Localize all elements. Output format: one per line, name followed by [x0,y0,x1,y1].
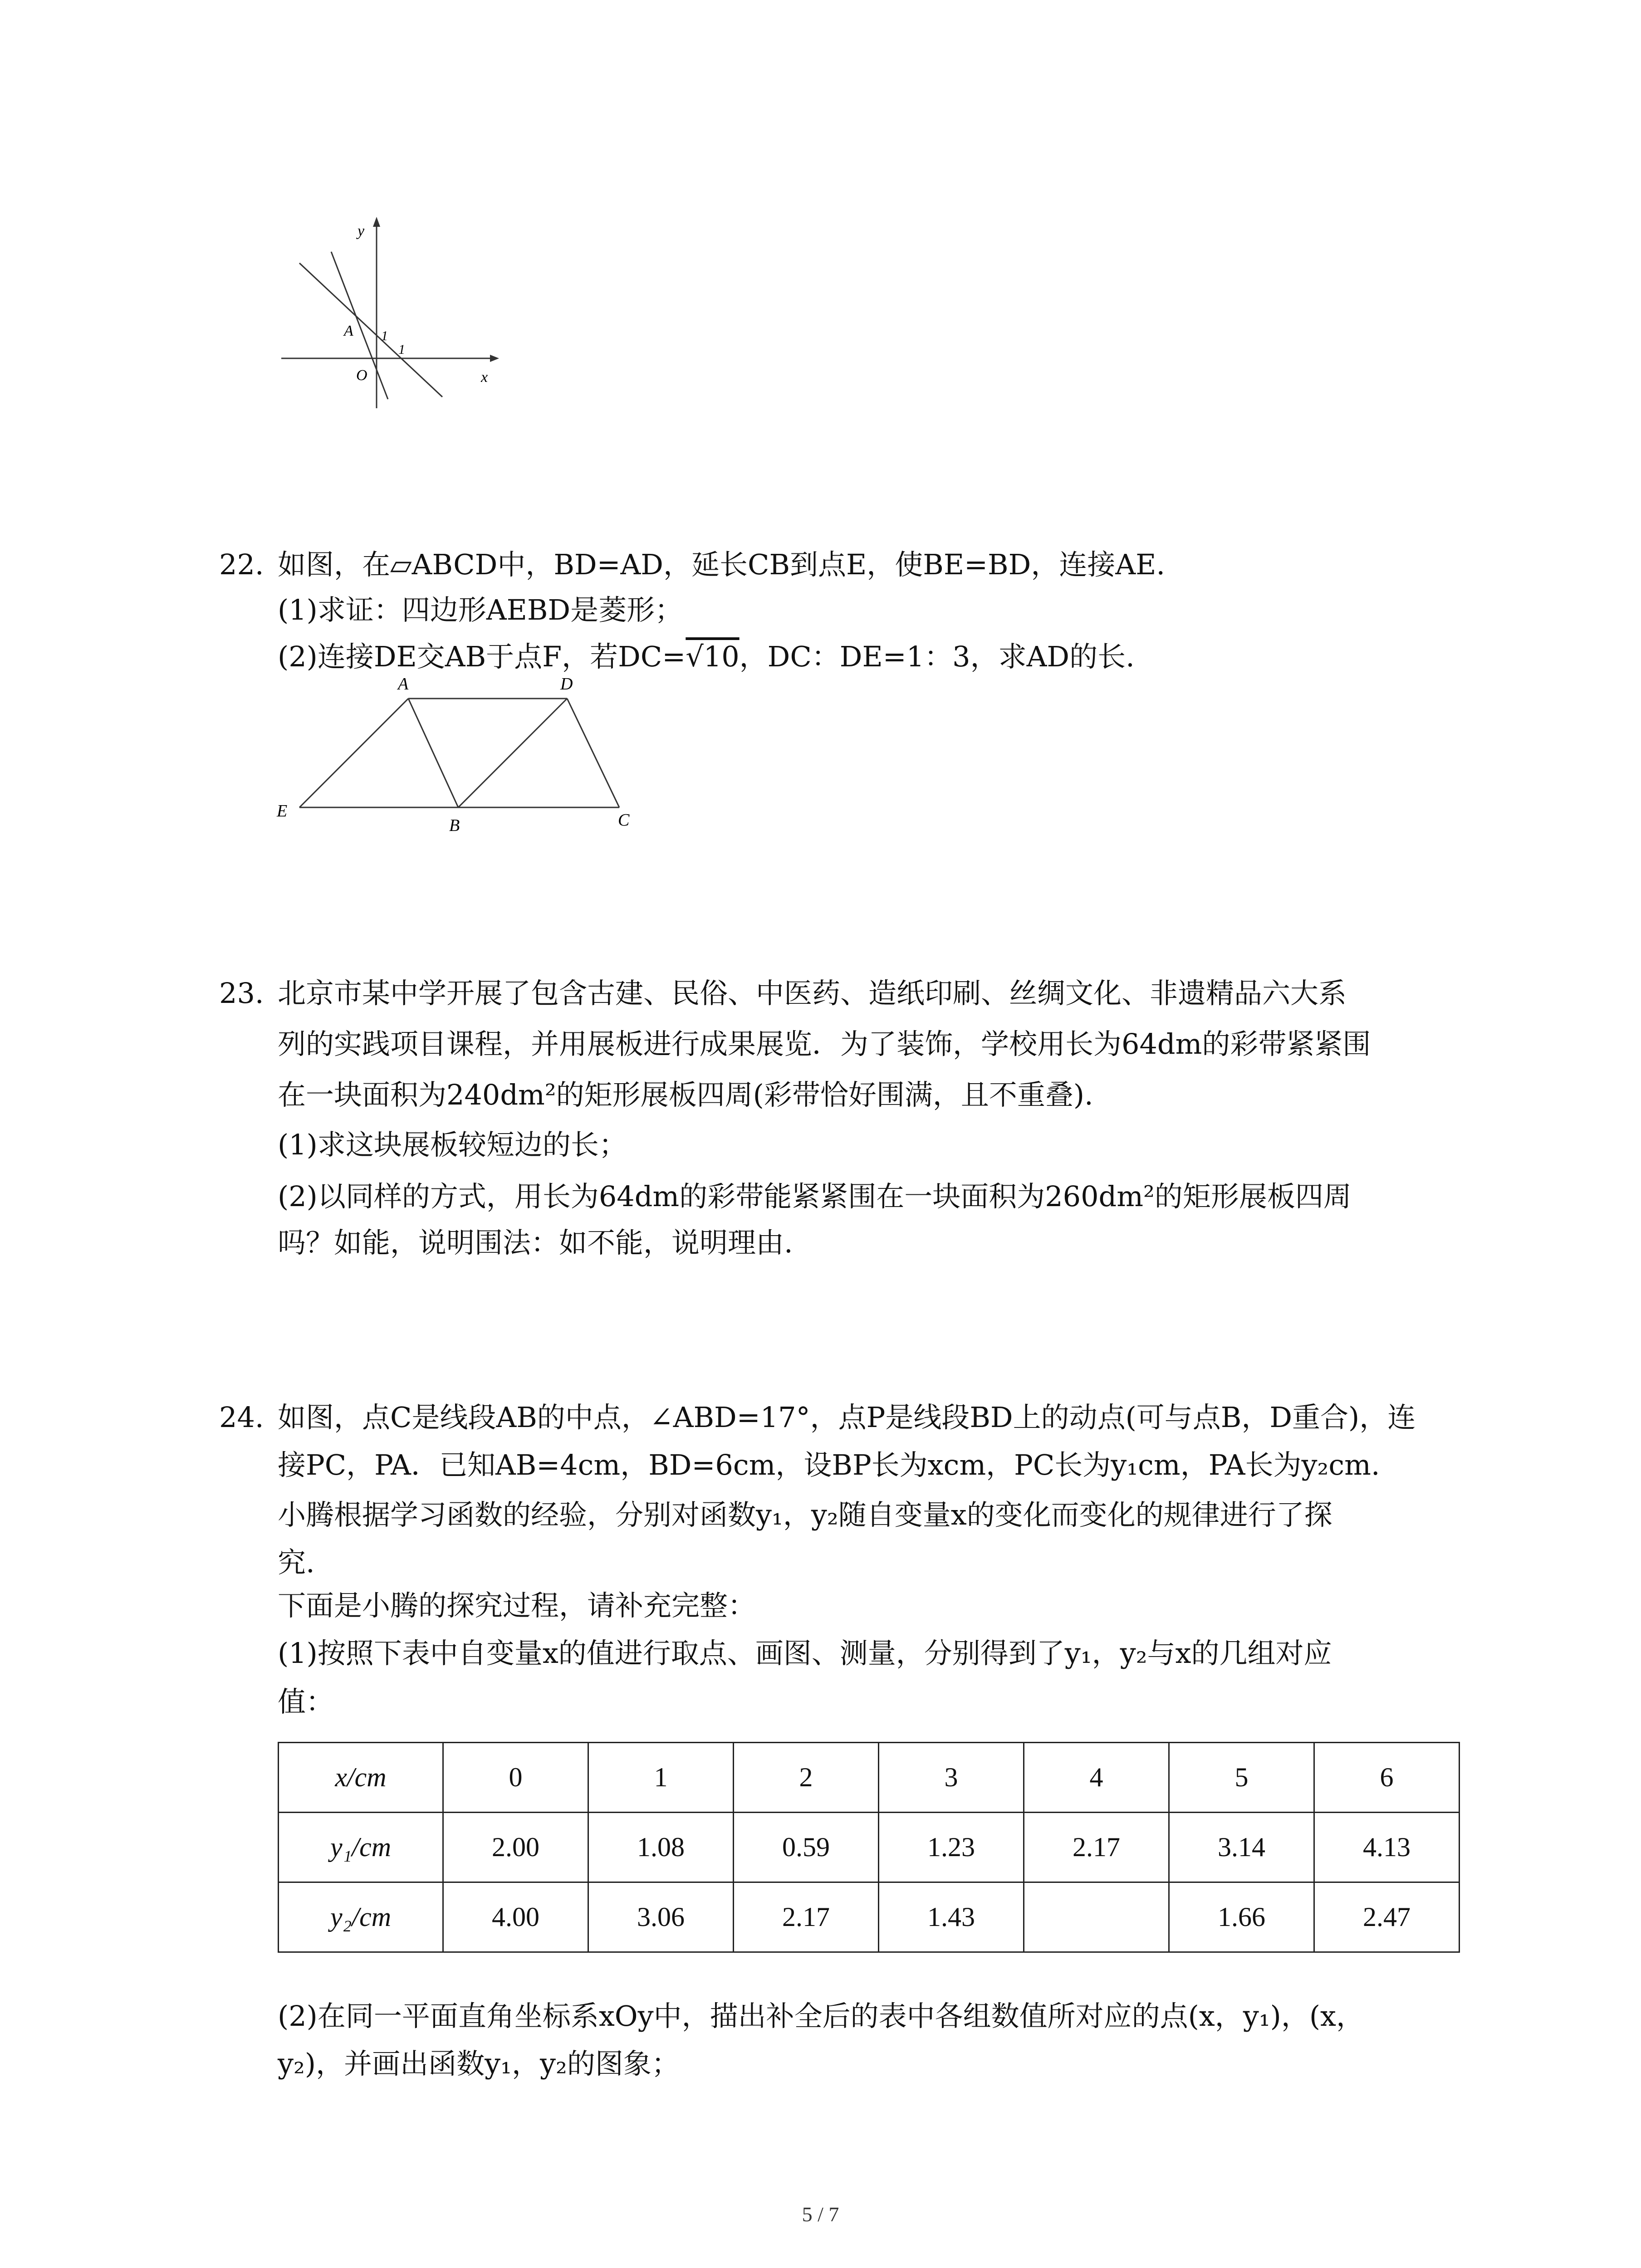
question-24-line-4: 究. [278,1546,315,1579]
table-cell: 1.66 [1169,1882,1314,1952]
question-23-line-3: 在一块面积为240dm²的矩形展板四周(彩带恰好围满，且不重叠). [278,1078,1093,1111]
table-cell: 2.17 [1024,1813,1169,1882]
table-cell: 3.14 [1169,1813,1314,1882]
table-cell: 0.59 [734,1813,879,1882]
question-23-part-2: (2)以同样的方式，用长为64dm的彩带能紧紧围在一块面积为260dm²的矩形展板四周 [278,1180,1352,1213]
table-cell: 3 [879,1743,1024,1813]
table-cell: 4.13 [1314,1813,1460,1882]
question-24-number: 24. [219,1401,264,1434]
question-24-part-2: (2)在同一平面直角坐标系xOy中，描出补全后的表中各组数值所对应的点(x，y₁)，(x， [278,1999,1365,2033]
table-cell: 2.47 [1314,1882,1460,1952]
question-23-part-1: (1)求这块展板较短边的长； [278,1128,627,1161]
table-cell: 2 [734,1743,879,1813]
question-24-line-2: 接PC，PA．已知AB=4cm，BD=6cm，设BP长为xcm，PC长为y₁cm，PA长为y₂cm. [278,1448,1380,1481]
parallelogram-figure [268,676,653,839]
question-24-part-1-cont: 值： [278,1685,334,1718]
question-22-part-2-a: (2)连接DE交AB于点F，若DC= [278,640,686,673]
table-header-x: x/cm [279,1743,443,1813]
label-d: D [560,676,573,694]
table-cell: 1.23 [879,1813,1024,1882]
question-24-part-2-cont: y₂)，并画出函数y₁，y₂的图象； [278,2047,680,2080]
table-cell: 2.17 [734,1882,879,1952]
table-cell: 4 [1024,1743,1169,1813]
table-cell: 3.06 [588,1882,734,1952]
table-cell: 1 [588,1743,734,1813]
table-header-y2: y₂/cm [279,1882,443,1952]
label-c: C [618,811,630,830]
table-cell: 6 [1314,1743,1460,1813]
question-23-part-2-cont: 吗？如能，说明围法：如不能，说明理由. [278,1226,793,1259]
question-24-line-5: 下面是小腾的探究过程，请补充完整： [278,1589,756,1622]
table-row-y1 [279,1813,1460,1882]
label-b: B [449,816,460,835]
question-22-part-2 [278,639,1135,675]
question-22-part-1: (1)求证：四边形AEBD是菱形； [278,593,683,626]
sqrt-10: √10 [686,640,740,673]
question-23-line-1: 北京市某中学开展了包含古建、民俗、中医药、造纸印刷、丝绸文化、非遗精品六大系 [278,977,1347,1010]
table-cell: 5 [1169,1743,1314,1813]
table-cell: 2.00 [443,1813,588,1882]
label-a: A [398,676,409,694]
question-24-line-3: 小腾根据学习函数的经验，分别对函数y₁，y₂随自变量x的变化而变化的规律进行了探 [278,1498,1332,1531]
origin-label: O [356,367,367,384]
question-23-number: 23. [219,977,264,1010]
question-24-line-1: 如图，点C是线段AB的中点，∠ABD=17°，点P是线段BD上的动点(可与点B，D重合)，连 [278,1401,1416,1434]
table-cell: 0 [443,1743,588,1813]
question-24-part-1: (1)按照下表中自变量x的值进行取点、画图、测量，分别得到了y₁，y₂与x的几组对应 [278,1637,1332,1670]
page-number: 5 / 7 [802,2203,839,2226]
table-cell: 4.00 [443,1882,588,1952]
x-axis-label: x [481,369,488,386]
point-a-label: A [344,323,353,339]
table-cell: 1.43 [879,1882,1024,1952]
coordinate-graph-figure [272,213,508,413]
y-axis-label: y [358,223,365,240]
question-22-number: 22. [219,548,264,581]
question-22-part-2-b: ，DC：DE=1：3，求AD的长. [739,640,1135,673]
value-table [278,1742,1460,1953]
question-22-line-1: 如图，在▱ABCD中，BD=AD，延长CB到点E，使BE=BD，连接AE. [278,548,1166,581]
tick-label-1a: 1 [381,328,388,343]
tick-label-1b: 1 [398,342,405,357]
table-header-y1: y₁/cm [279,1813,443,1882]
table-cell: 1.08 [588,1813,734,1882]
label-e: E [277,802,288,821]
table-cell-blank [1024,1882,1169,1952]
question-23-line-2: 列的实践项目课程，并用展板进行成果展览．为了装饰，学校用长为64dm的彩带紧紧围 [278,1027,1371,1061]
table-row-y2 [279,1882,1460,1952]
table-row-x [279,1743,1460,1813]
